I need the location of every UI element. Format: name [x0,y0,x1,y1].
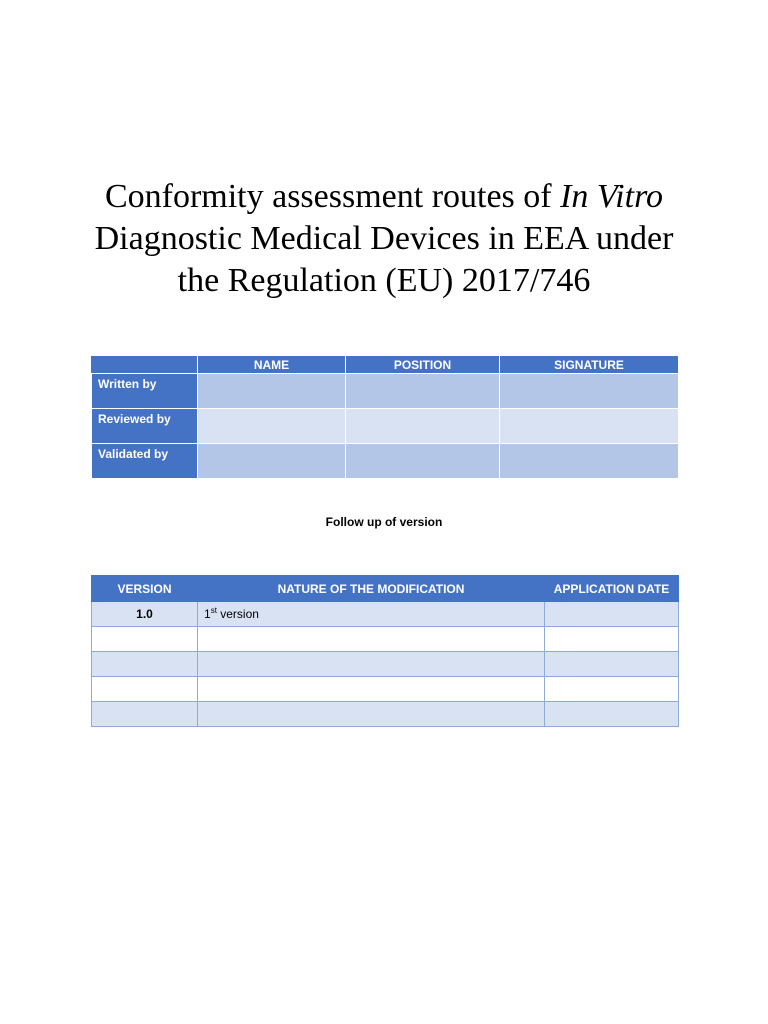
signature-row-written [92,374,679,409]
nature-cell[interactable] [198,677,545,702]
title-line-2: Diagnostic Medical Devices in EEA under [94,220,674,257]
signature-row-reviewed [92,409,679,444]
version-row [92,677,679,702]
date-cell[interactable] [545,627,679,652]
header-nature: NATURE OF THE MODIFICATION [198,576,545,602]
version-row [92,627,679,652]
reviewed-signature-cell[interactable] [500,409,679,444]
header-version: VERSION [92,576,198,602]
version-table [91,575,679,727]
signature-row-validated [92,444,679,479]
version-cell[interactable] [92,627,198,652]
date-cell[interactable] [545,677,679,702]
header-name: NAME [198,356,346,374]
title-line-1-text: Conformity assessment routes of [104,178,561,215]
document-title [60,176,708,302]
version-row [92,602,679,627]
header-blank [92,356,198,374]
nature-cell[interactable] [198,652,545,677]
row-label-written-by: Written by [92,374,198,409]
row-label-reviewed-by: Reviewed by [92,409,198,444]
version-row [92,702,679,727]
reviewed-position-cell[interactable] [346,409,500,444]
date-cell[interactable] [545,652,679,677]
reviewed-name-cell[interactable] [198,409,346,444]
title-line-3: the Regulation (EU) 2017/746 [177,262,591,299]
version-cell[interactable]: 1.0 [92,602,198,627]
signature-table-header [92,356,679,374]
version-cell[interactable] [92,677,198,702]
nature-cell[interactable] [198,627,545,652]
row-label-validated-by: Validated by [92,444,198,479]
validated-position-cell[interactable] [346,444,500,479]
header-position: POSITION [346,356,500,374]
written-position-cell[interactable] [346,374,500,409]
nature-number: 1 [204,607,211,621]
signature-table [91,355,679,479]
validated-signature-cell[interactable] [500,444,679,479]
version-row [92,652,679,677]
header-signature: SIGNATURE [500,356,679,374]
written-name-cell[interactable] [198,374,346,409]
version-table-header [92,576,679,602]
date-cell[interactable] [545,602,679,627]
version-cell[interactable] [92,652,198,677]
title-line-1-italic: In Vitro [560,178,664,215]
version-cell[interactable] [92,702,198,727]
nature-ordinal-suffix: st [210,606,217,615]
nature-text: version [216,607,259,621]
header-application-date: APPLICATION DATE [545,576,679,602]
validated-name-cell[interactable] [198,444,346,479]
nature-cell[interactable] [198,702,545,727]
written-signature-cell[interactable] [500,374,679,409]
version-caption: Follow up of version [325,515,443,529]
title-line-1 [60,176,708,218]
date-cell[interactable] [545,702,679,727]
nature-cell[interactable] [198,602,545,627]
